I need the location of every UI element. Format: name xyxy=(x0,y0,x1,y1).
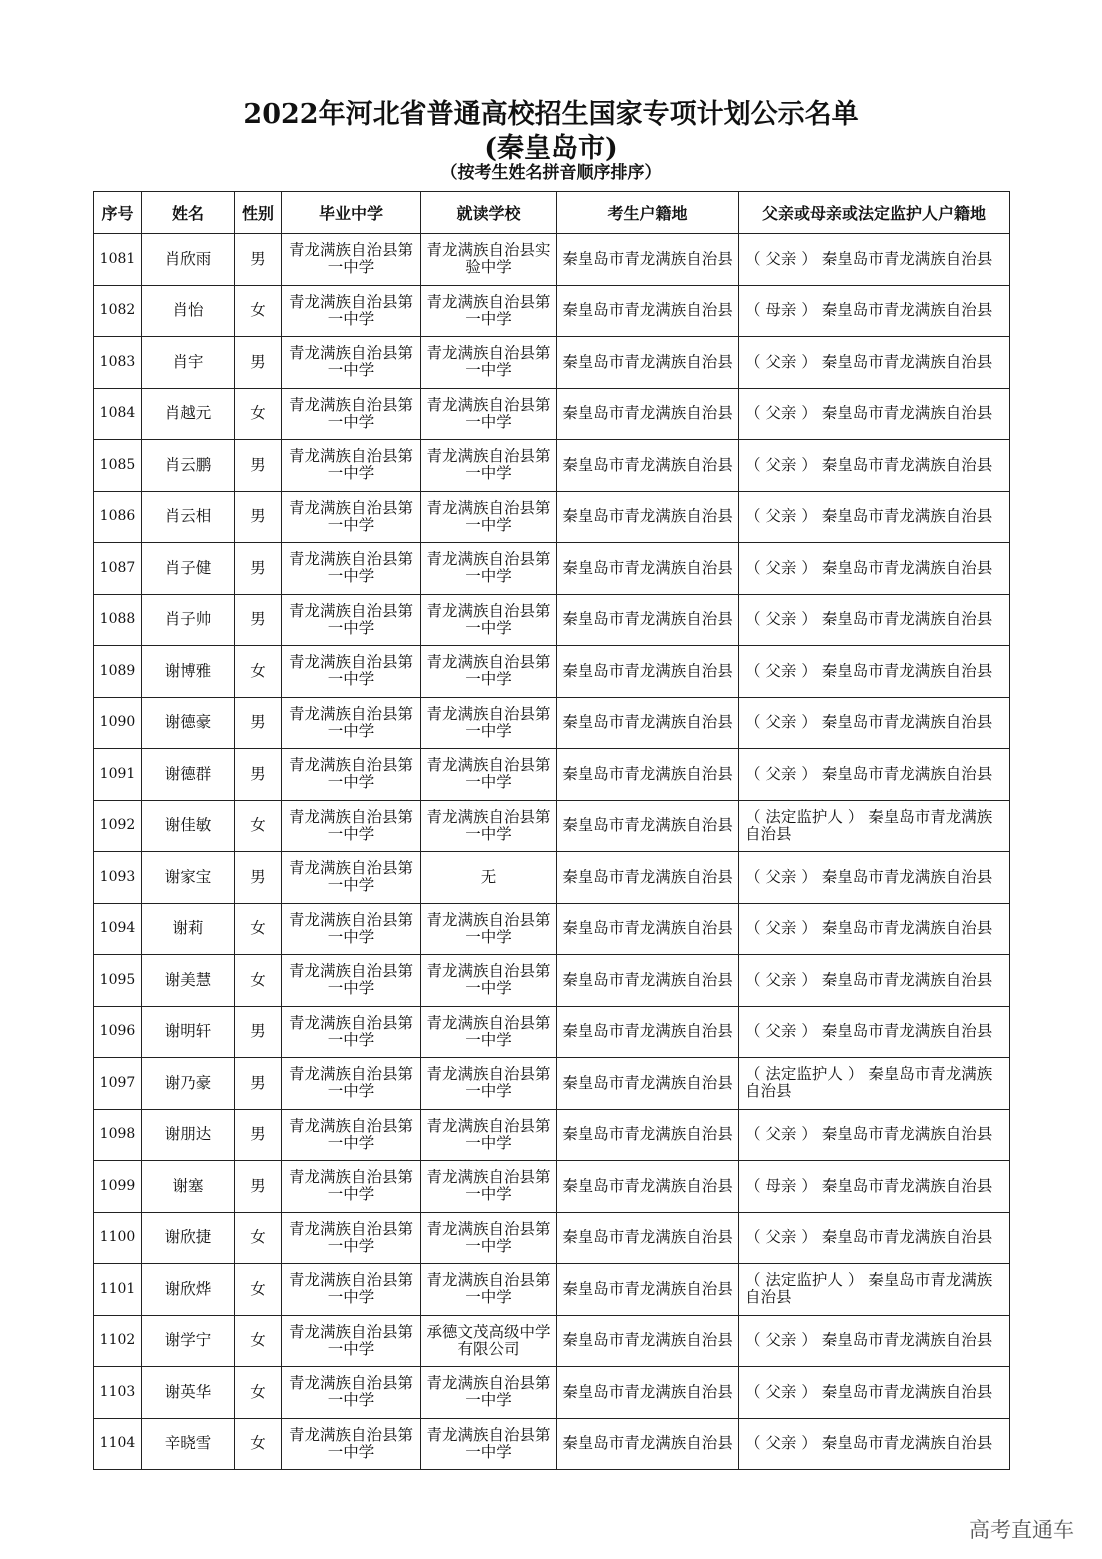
cell-gender: 女 xyxy=(235,903,282,955)
table-row xyxy=(94,903,1010,955)
table-row xyxy=(94,1367,1010,1419)
cell-name: 谢佳敏 xyxy=(142,800,235,852)
cell-gender: 男 xyxy=(235,337,282,389)
cell-seq: 1086 xyxy=(94,491,142,543)
table-row xyxy=(94,337,1010,389)
cell-name: 谢英华 xyxy=(142,1367,235,1419)
cell-current-school: 青龙满族自治县第一中学 xyxy=(421,955,557,1007)
cell-household: 秦皇岛市青龙满族自治县 xyxy=(557,1264,739,1316)
cell-seq: 1094 xyxy=(94,903,142,955)
column-header-parent-household: 父亲或母亲或法定监护人户籍地 xyxy=(739,192,1010,234)
cell-current-school: 青龙满族自治县第一中学 xyxy=(421,543,557,595)
table-row xyxy=(94,1109,1010,1161)
cell-current-school: 青龙满族自治县第一中学 xyxy=(421,697,557,749)
cell-parent-household: （ 父亲 ） 秦皇岛市青龙满族自治县 xyxy=(739,337,1010,389)
table-row xyxy=(94,1006,1010,1058)
cell-current-school: 青龙满族自治县第一中学 xyxy=(421,337,557,389)
cell-household: 秦皇岛市青龙满族自治县 xyxy=(557,1315,739,1367)
cell-household: 秦皇岛市青龙满族自治县 xyxy=(557,285,739,337)
cell-name: 谢莉 xyxy=(142,903,235,955)
cell-graduated-school: 青龙满族自治县第一中学 xyxy=(282,1418,421,1470)
cell-household: 秦皇岛市青龙满族自治县 xyxy=(557,646,739,698)
table-row xyxy=(94,852,1010,904)
cell-gender: 女 xyxy=(235,1212,282,1264)
cell-household: 秦皇岛市青龙满族自治县 xyxy=(557,1006,739,1058)
table-row xyxy=(94,1161,1010,1213)
cell-gender: 男 xyxy=(235,852,282,904)
watermark: 高考直通车 xyxy=(969,1518,1074,1542)
cell-graduated-school: 青龙满族自治县第一中学 xyxy=(282,1006,421,1058)
cell-graduated-school: 青龙满族自治县第一中学 xyxy=(282,440,421,492)
cell-parent-household: （ 母亲 ） 秦皇岛市青龙满族自治县 xyxy=(739,1161,1010,1213)
cell-seq: 1101 xyxy=(94,1264,142,1316)
cell-seq: 1088 xyxy=(94,594,142,646)
cell-seq: 1081 xyxy=(94,234,142,286)
cell-parent-household: （ 法定监护人 ） 秦皇岛市青龙满族自治县 xyxy=(739,1058,1010,1110)
cell-seq: 1089 xyxy=(94,646,142,698)
cell-name: 肖欣雨 xyxy=(142,234,235,286)
table-row xyxy=(94,697,1010,749)
cell-parent-household: （ 父亲 ） 秦皇岛市青龙满族自治县 xyxy=(739,594,1010,646)
cell-current-school: 青龙满族自治县第一中学 xyxy=(421,1418,557,1470)
cell-current-school: 青龙满族自治县第一中学 xyxy=(421,491,557,543)
cell-household: 秦皇岛市青龙满族自治县 xyxy=(557,697,739,749)
cell-seq: 1085 xyxy=(94,440,142,492)
cell-current-school: 青龙满族自治县第一中学 xyxy=(421,1006,557,1058)
column-header-current-school: 就读学校 xyxy=(421,192,557,234)
column-header-gender: 性别 xyxy=(235,192,282,234)
cell-gender: 男 xyxy=(235,1161,282,1213)
cell-seq: 1092 xyxy=(94,800,142,852)
cell-seq: 1098 xyxy=(94,1109,142,1161)
cell-parent-household: （ 父亲 ） 秦皇岛市青龙满族自治县 xyxy=(739,903,1010,955)
cell-seq: 1095 xyxy=(94,955,142,1007)
cell-seq: 1097 xyxy=(94,1058,142,1110)
cell-gender: 女 xyxy=(235,800,282,852)
cell-seq: 1096 xyxy=(94,1006,142,1058)
table-row xyxy=(94,234,1010,286)
cell-current-school: 承德文茂高级中学有限公司 xyxy=(421,1315,557,1367)
cell-graduated-school: 青龙满族自治县第一中学 xyxy=(282,1367,421,1419)
cell-graduated-school: 青龙满族自治县第一中学 xyxy=(282,594,421,646)
cell-seq: 1083 xyxy=(94,337,142,389)
cell-household: 秦皇岛市青龙满族自治县 xyxy=(557,1109,739,1161)
cell-graduated-school: 青龙满族自治县第一中学 xyxy=(282,852,421,904)
cell-current-school: 青龙满族自治县第一中学 xyxy=(421,285,557,337)
cell-graduated-school: 青龙满族自治县第一中学 xyxy=(282,749,421,801)
cell-gender: 女 xyxy=(235,285,282,337)
table-row xyxy=(94,646,1010,698)
cell-gender: 男 xyxy=(235,440,282,492)
cell-seq: 1093 xyxy=(94,852,142,904)
column-header-graduated-school: 毕业中学 xyxy=(282,192,421,234)
cell-household: 秦皇岛市青龙满族自治县 xyxy=(557,1418,739,1470)
cell-household: 秦皇岛市青龙满族自治县 xyxy=(557,1161,739,1213)
cell-name: 谢欣捷 xyxy=(142,1212,235,1264)
cell-gender: 男 xyxy=(235,1109,282,1161)
cell-name: 谢博雅 xyxy=(142,646,235,698)
cell-household: 秦皇岛市青龙满族自治县 xyxy=(557,388,739,440)
cell-parent-household: （ 父亲 ） 秦皇岛市青龙满族自治县 xyxy=(739,852,1010,904)
page-subtitle: (秦皇岛市) xyxy=(484,133,618,164)
sort-note: （按考生姓名拼音顺序排序） xyxy=(440,163,662,183)
cell-name: 谢欣烨 xyxy=(142,1264,235,1316)
table-row xyxy=(94,491,1010,543)
cell-household: 秦皇岛市青龙满族自治县 xyxy=(557,234,739,286)
table-row xyxy=(94,1058,1010,1110)
table-row xyxy=(94,1212,1010,1264)
cell-current-school: 青龙满族自治县第一中学 xyxy=(421,903,557,955)
cell-current-school: 青龙满族自治县第一中学 xyxy=(421,1058,557,1110)
cell-seq: 1090 xyxy=(94,697,142,749)
cell-graduated-school: 青龙满族自治县第一中学 xyxy=(282,234,421,286)
column-header-household: 考生户籍地 xyxy=(557,192,739,234)
cell-name: 肖宇 xyxy=(142,337,235,389)
cell-gender: 男 xyxy=(235,1006,282,1058)
cell-household: 秦皇岛市青龙满族自治县 xyxy=(557,594,739,646)
cell-current-school: 青龙满族自治县第一中学 xyxy=(421,594,557,646)
cell-current-school: 青龙满族自治县第一中学 xyxy=(421,800,557,852)
cell-gender: 男 xyxy=(235,543,282,595)
cell-graduated-school: 青龙满族自治县第一中学 xyxy=(282,1264,421,1316)
cell-current-school: 青龙满族自治县实验中学 xyxy=(421,234,557,286)
cell-seq: 1103 xyxy=(94,1367,142,1419)
cell-parent-household: （ 父亲 ） 秦皇岛市青龙满族自治县 xyxy=(739,955,1010,1007)
cell-current-school: 青龙满族自治县第一中学 xyxy=(421,1161,557,1213)
cell-household: 秦皇岛市青龙满族自治县 xyxy=(557,1367,739,1419)
cell-gender: 女 xyxy=(235,1418,282,1470)
cell-current-school: 青龙满族自治县第一中学 xyxy=(421,646,557,698)
cell-seq: 1091 xyxy=(94,749,142,801)
cell-household: 秦皇岛市青龙满族自治县 xyxy=(557,337,739,389)
cell-parent-household: （ 父亲 ） 秦皇岛市青龙满族自治县 xyxy=(739,697,1010,749)
cell-seq: 1087 xyxy=(94,543,142,595)
cell-gender: 女 xyxy=(235,388,282,440)
cell-parent-household: （ 父亲 ） 秦皇岛市青龙满族自治县 xyxy=(739,234,1010,286)
cell-parent-household: （ 父亲 ） 秦皇岛市青龙满族自治县 xyxy=(739,388,1010,440)
cell-name: 谢美慧 xyxy=(142,955,235,1007)
table-row xyxy=(94,440,1010,492)
cell-gender: 男 xyxy=(235,594,282,646)
table-row xyxy=(94,543,1010,595)
cell-gender: 女 xyxy=(235,1264,282,1316)
cell-graduated-school: 青龙满族自治县第一中学 xyxy=(282,1109,421,1161)
cell-household: 秦皇岛市青龙满族自治县 xyxy=(557,852,739,904)
cell-graduated-school: 青龙满族自治县第一中学 xyxy=(282,1161,421,1213)
table-row xyxy=(94,594,1010,646)
student-list-table xyxy=(93,191,1010,1470)
cell-current-school: 青龙满族自治县第一中学 xyxy=(421,1212,557,1264)
cell-parent-household: （ 母亲 ） 秦皇岛市青龙满族自治县 xyxy=(739,285,1010,337)
cell-gender: 男 xyxy=(235,1058,282,1110)
cell-seq: 1099 xyxy=(94,1161,142,1213)
cell-graduated-school: 青龙满族自治县第一中学 xyxy=(282,955,421,1007)
cell-household: 秦皇岛市青龙满族自治县 xyxy=(557,1212,739,1264)
table-row xyxy=(94,955,1010,1007)
column-header-seq: 序号 xyxy=(94,192,142,234)
cell-household: 秦皇岛市青龙满族自治县 xyxy=(557,543,739,595)
cell-graduated-school: 青龙满族自治县第一中学 xyxy=(282,491,421,543)
cell-parent-household: （ 父亲 ） 秦皇岛市青龙满族自治县 xyxy=(739,440,1010,492)
cell-current-school: 青龙满族自治县第一中学 xyxy=(421,1264,557,1316)
cell-name: 谢塞 xyxy=(142,1161,235,1213)
cell-graduated-school: 青龙满族自治县第一中学 xyxy=(282,1212,421,1264)
cell-name: 谢学宁 xyxy=(142,1315,235,1367)
column-header-name: 姓名 xyxy=(142,192,235,234)
cell-gender: 女 xyxy=(235,955,282,1007)
cell-parent-household: （ 父亲 ） 秦皇岛市青龙满族自治县 xyxy=(739,543,1010,595)
cell-graduated-school: 青龙满族自治县第一中学 xyxy=(282,903,421,955)
table-row xyxy=(94,1315,1010,1367)
cell-parent-household: （ 法定监护人 ） 秦皇岛市青龙满族自治县 xyxy=(739,1264,1010,1316)
table-row xyxy=(94,800,1010,852)
cell-gender: 男 xyxy=(235,491,282,543)
table-row xyxy=(94,1264,1010,1316)
cell-household: 秦皇岛市青龙满族自治县 xyxy=(557,955,739,1007)
cell-graduated-school: 青龙满族自治县第一中学 xyxy=(282,1315,421,1367)
cell-name: 肖云相 xyxy=(142,491,235,543)
cell-name: 肖子帅 xyxy=(142,594,235,646)
cell-household: 秦皇岛市青龙满族自治县 xyxy=(557,800,739,852)
cell-household: 秦皇岛市青龙满族自治县 xyxy=(557,749,739,801)
cell-parent-household: （ 父亲 ） 秦皇岛市青龙满族自治县 xyxy=(739,1315,1010,1367)
cell-gender: 女 xyxy=(235,1367,282,1419)
cell-parent-household: （ 父亲 ） 秦皇岛市青龙满族自治县 xyxy=(739,1212,1010,1264)
cell-gender: 女 xyxy=(235,1315,282,1367)
cell-name: 肖子健 xyxy=(142,543,235,595)
cell-current-school: 青龙满族自治县第一中学 xyxy=(421,1109,557,1161)
cell-parent-household: （ 父亲 ） 秦皇岛市青龙满族自治县 xyxy=(739,1367,1010,1419)
cell-parent-household: （ 父亲 ） 秦皇岛市青龙满族自治县 xyxy=(739,491,1010,543)
cell-current-school: 青龙满族自治县第一中学 xyxy=(421,388,557,440)
cell-household: 秦皇岛市青龙满族自治县 xyxy=(557,903,739,955)
cell-graduated-school: 青龙满族自治县第一中学 xyxy=(282,543,421,595)
cell-parent-household: （ 父亲 ） 秦皇岛市青龙满族自治县 xyxy=(739,1006,1010,1058)
cell-graduated-school: 青龙满族自治县第一中学 xyxy=(282,337,421,389)
cell-current-school: 无 xyxy=(421,852,557,904)
cell-name: 谢乃豪 xyxy=(142,1058,235,1110)
cell-name: 肖越元 xyxy=(142,388,235,440)
cell-name: 谢德群 xyxy=(142,749,235,801)
cell-parent-household: （ 父亲 ） 秦皇岛市青龙满族自治县 xyxy=(739,749,1010,801)
cell-name: 谢家宝 xyxy=(142,852,235,904)
cell-name: 谢德豪 xyxy=(142,697,235,749)
cell-graduated-school: 青龙满族自治县第一中学 xyxy=(282,697,421,749)
cell-seq: 1082 xyxy=(94,285,142,337)
page-title: 2022年河北省普通高校招生国家专项计划公示名单 xyxy=(243,99,859,130)
cell-name: 谢明轩 xyxy=(142,1006,235,1058)
table-header-row xyxy=(94,192,1010,234)
cell-name: 肖怡 xyxy=(142,285,235,337)
cell-parent-household: （ 法定监护人 ） 秦皇岛市青龙满族自治县 xyxy=(739,800,1010,852)
cell-gender: 男 xyxy=(235,749,282,801)
cell-household: 秦皇岛市青龙满族自治县 xyxy=(557,1058,739,1110)
cell-current-school: 青龙满族自治县第一中学 xyxy=(421,1367,557,1419)
cell-household: 秦皇岛市青龙满族自治县 xyxy=(557,491,739,543)
cell-graduated-school: 青龙满族自治县第一中学 xyxy=(282,285,421,337)
cell-gender: 男 xyxy=(235,234,282,286)
cell-current-school: 青龙满族自治县第一中学 xyxy=(421,749,557,801)
cell-seq: 1100 xyxy=(94,1212,142,1264)
cell-parent-household: （ 父亲 ） 秦皇岛市青龙满族自治县 xyxy=(739,1418,1010,1470)
cell-name: 辛晓雪 xyxy=(142,1418,235,1470)
cell-graduated-school: 青龙满族自治县第一中学 xyxy=(282,800,421,852)
cell-gender: 女 xyxy=(235,646,282,698)
table-row xyxy=(94,749,1010,801)
cell-graduated-school: 青龙满族自治县第一中学 xyxy=(282,388,421,440)
cell-gender: 男 xyxy=(235,697,282,749)
cell-name: 谢朋达 xyxy=(142,1109,235,1161)
cell-seq: 1104 xyxy=(94,1418,142,1470)
cell-household: 秦皇岛市青龙满族自治县 xyxy=(557,440,739,492)
cell-graduated-school: 青龙满族自治县第一中学 xyxy=(282,1058,421,1110)
table-row xyxy=(94,285,1010,337)
table-row xyxy=(94,1418,1010,1470)
table-row xyxy=(94,388,1010,440)
cell-parent-household: （ 父亲 ） 秦皇岛市青龙满族自治县 xyxy=(739,1109,1010,1161)
cell-parent-household: （ 父亲 ） 秦皇岛市青龙满族自治县 xyxy=(739,646,1010,698)
cell-current-school: 青龙满族自治县第一中学 xyxy=(421,440,557,492)
cell-name: 肖云鹏 xyxy=(142,440,235,492)
cell-seq: 1084 xyxy=(94,388,142,440)
cell-seq: 1102 xyxy=(94,1315,142,1367)
cell-graduated-school: 青龙满族自治县第一中学 xyxy=(282,646,421,698)
